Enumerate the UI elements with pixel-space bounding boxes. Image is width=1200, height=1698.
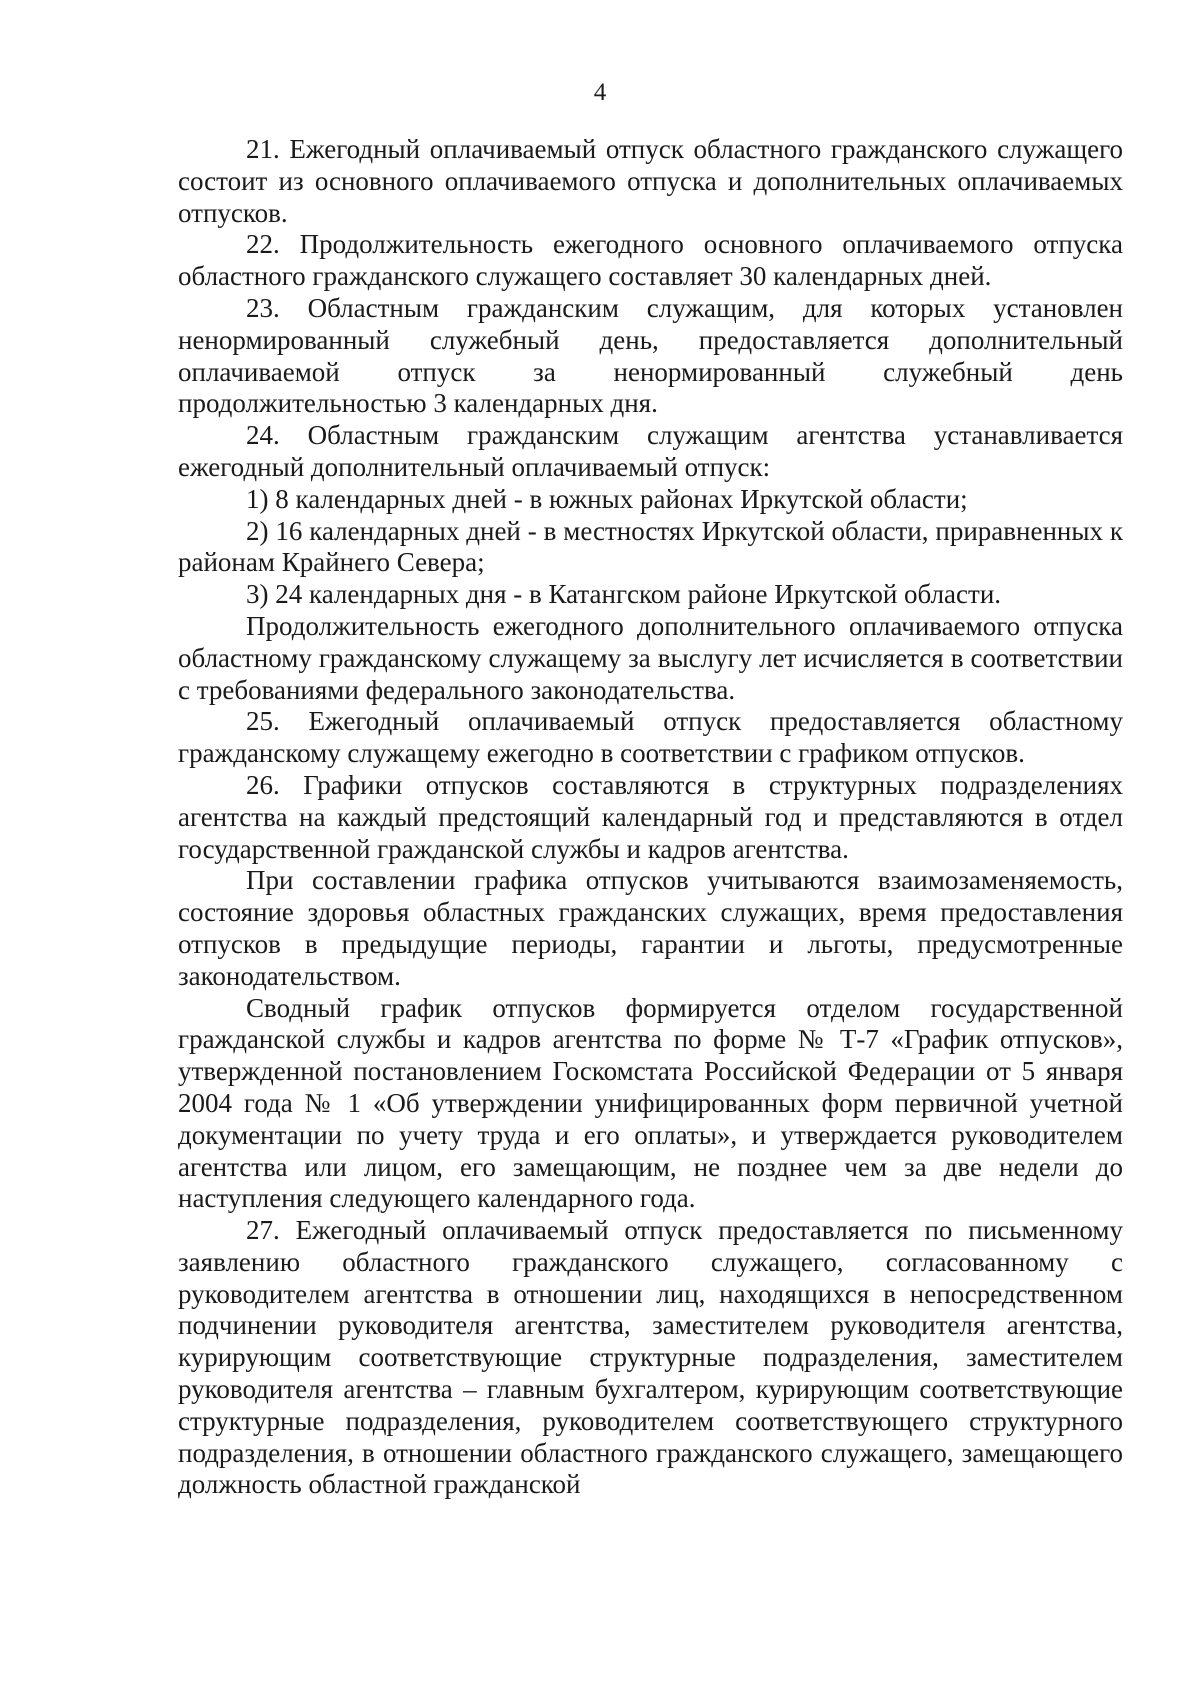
paragraph-21: 21. Ежегодный оплачиваемый отпуск областного гражданского служащего состоит из основного оплачиваемого отпуска и дополнительных оплачиваемых отпусков. [178, 134, 1123, 228]
paragraph-schedule-factors: При составлении графика отпусков учитываются взаимозаменяемость, состояние здоровья областных гражданских служащих, время предоставления отпусков в предыдущие периоды, гарантии и льготы, предусмотренные законодательством. [178, 865, 1123, 991]
paragraph-27: 27. Ежегодный оплачиваемый отпуск предоставляется по письменному заявлению областного гражданского служащего, согласованному с руководителем агентства в отношении лиц, находящихся в непосредственном подчинении руководителя агентства, заместителем руководителя агентства, курирующим соответствующие структурные подразделения, заместителем руководителя агентства – главным бухгалтером, курирующим соответствующие структурные подразделения, руководителем соответствующего структурного подразделения, в отношении областного гражданского служащего, замещающего должность областной гражданской [178, 1215, 1123, 1500]
list-item-2: 2) 16 календарных дней - в местностях Иркутской области, приравненных к районам Крайнего Севера; [178, 515, 1123, 578]
list-item-1: 1) 8 календарных дней - в южных районах Иркутской области; [246, 483, 968, 514]
document-body [178, 134, 1123, 1501]
page-number: 4 [593, 79, 607, 106]
paragraph-24: 24. Областным гражданским служащим агентства устанавливается ежегодный дополнительный оплачиваемый отпуск: [178, 420, 1123, 482]
paragraph-summary-schedule: Сводный график отпусков формируется отделом государственной гражданской службы и кадров агентства по форме № Т-7 «График отпусков», утвержденной постановлением Госкомстата Российской Федерации от 5 января 2004 года № 1 «Об утверждении унифицированных форм первичной учетной документации по учету труда и его оплаты», и утверждается руководителем агентства или лицом, его замещающим, не позднее чем за две недели до наступления следующего календарного года. [178, 992, 1123, 1214]
list-item-3: 3) 24 календарных дня - в Катангском районе Иркутской области. [246, 579, 1002, 610]
paragraph-seniority-leave: Продолжительность ежегодного дополнительного оплачиваемого отпуска областному гражданскому служащему за выслугу лет исчисляется в соответствии с требованиями федерального законодательства. [178, 610, 1123, 705]
paragraph-26: 26. Графики отпусков составляются в структурных подразделениях агентства на каждый предстоящий календарный год и представляются в отдел государственной гражданской службы и кадров агентства. [178, 769, 1123, 864]
paragraph-25: 25. Ежегодный оплачиваемый отпуск предоставляется областному гражданскому служащему ежегодно в соответствии с графиком отпусков. [178, 706, 1123, 769]
paragraph-22: 22. Продолжительность ежегодного основного оплачиваемого отпуска областного гражданского служащего составляет 30 календарных дней. [178, 229, 1123, 292]
paragraph-23: 23. Областным гражданским служащим, для которых установлен ненормированный служебный день, предоставляется дополнительный оплачиваемой отпуск за ненормированный служебный день продолжительностью 3 календарных дня. [178, 292, 1123, 419]
